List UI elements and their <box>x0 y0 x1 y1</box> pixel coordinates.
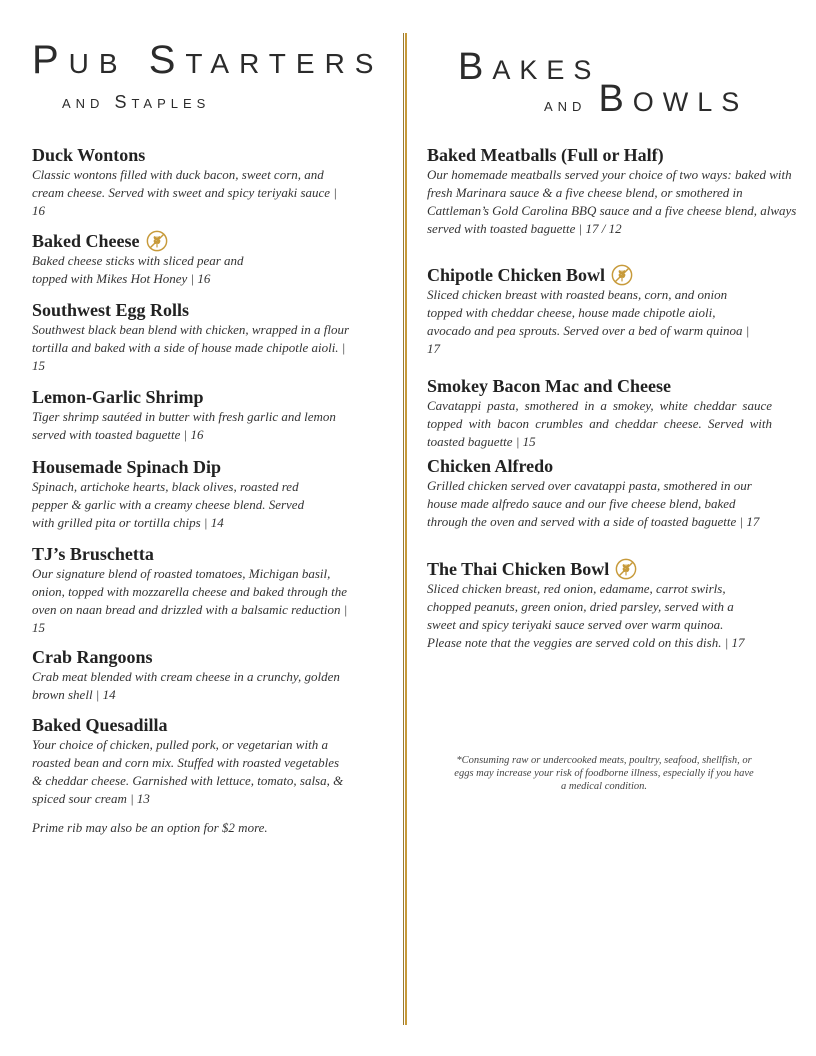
menu-item <box>32 299 357 375</box>
menu-item <box>32 646 347 704</box>
gluten-free-icon <box>611 264 633 286</box>
menu-item <box>32 386 347 444</box>
menu-item-description: Classic wontons filled with duck bacon, sweet corn, and cream cheese. Served with sweet and spicy teriyaki sauce | 16 <box>32 167 337 218</box>
menu-item-description: Cavatappi pasta, smothered in a smokey, white cheddar sauce topped with bacon crumbles and cheddar cheese. Served with toasted baguette | 15 <box>427 398 772 449</box>
prime-rib-note: Prime rib may also be an option for $2 more. <box>32 820 268 835</box>
right-section-title-line1: Bakes <box>458 46 601 88</box>
gluten-free-icon <box>146 230 168 252</box>
menu-item <box>427 375 772 451</box>
menu-item-name: Housemade Spinach Dip <box>32 457 222 477</box>
menu-item-description: Sliced chicken breast with roasted beans, corn, and onion topped with cheddar cheese, house made chipotle aioli, avocado and pea sprouts. Served over a bed of warm quinoa | 17 <box>427 287 750 356</box>
menu-item-description: Baked cheese sticks with sliced pear and topped with Mikes Hot Honey | 16 <box>32 253 244 286</box>
left-section-title: Pub Starters <box>32 38 384 82</box>
menu-item <box>427 455 772 531</box>
menu-item-name: Baked Meatballs (Full or Half) <box>427 145 664 165</box>
menu-item-description: Our homemade meatballs served your choice of two ways: baked with fresh Marinara sauce & a five cheese blend, or smothered in Cattleman’s Gold Carolina BBQ sauce and a five cheese blend, always served with toasted baguette | 17 / 12 <box>427 167 797 236</box>
menu-item-name: Chicken Alfredo <box>427 456 554 476</box>
menu-item-name: Lemon-Garlic Shrimp <box>32 387 204 407</box>
menu-item <box>32 543 362 637</box>
menu-item <box>32 230 282 288</box>
menu-item-description: Grilled chicken served over cavatappi pasta, smothered in our house made alfredo sauce and our five cheese blend, baked through the oven and served with a side of toasted baguette | 17 <box>427 478 760 529</box>
menu-item-description: Your choice of chicken, pulled pork, or vegetarian with a roasted bean and corn mix. Stuffed with roasted vegetables & cheddar cheese. Garnished with lettuce, tomato, salsa, & spiced sour cream | 13 <box>32 737 344 806</box>
right-section-title-and: and <box>544 95 587 115</box>
menu-item-name: The Thai Chicken Bowl <box>427 558 747 580</box>
menu-item <box>32 714 350 808</box>
food-safety-footnote: *Consuming raw or undercooked meats, poultry, seafood, shellfish, or eggs may increase your risk of foodborne illness, especially if you have a medical condition. <box>454 755 754 792</box>
menu-item-name: Southwest Egg Rolls <box>32 300 190 320</box>
left-section-subtitle: and Staples <box>62 92 211 112</box>
gluten-free-icon <box>615 558 637 580</box>
menu-item <box>427 144 799 238</box>
menu-item-name: Baked Cheese <box>32 230 282 252</box>
menu-item-description: Our signature blend of roasted tomatoes, Michigan basil, onion, topped with mozzarella cheese and baked through the oven on naan bread and drizzled with a balsamic reduction | 15 <box>32 566 348 635</box>
menu-item <box>427 264 762 358</box>
menu-item-name: Crab Rangoons <box>32 647 153 667</box>
menu-item-name: Smokey Bacon Mac and Cheese <box>427 376 671 396</box>
menu-item-name: TJ’s Bruschetta <box>32 544 154 564</box>
menu-item-name: Duck Wontons <box>32 145 146 165</box>
menu-item-name: Chipotle Chicken Bowl <box>427 264 762 286</box>
menu-item-description: Sliced chicken breast, red onion, edamame, carrot swirls, chopped peanuts, green onion, dried parsley, served with a sweet and spicy teriyaki sauce served over warm quinoa. Please note that the veggies are served cold on this dish. | 17 <box>427 581 745 650</box>
menu-item-name: Baked Quesadilla <box>32 715 168 735</box>
right-section-title-bowls: Bowls <box>598 78 749 120</box>
column-divider <box>403 33 408 1025</box>
menu-item-description: Crab meat blended with cream cheese in a crunchy, golden brown shell | 14 <box>32 669 340 702</box>
menu-item-description: Tiger shrimp sautéed in butter with fresh garlic and lemon served with toasted baguette | 16 <box>32 409 336 442</box>
menu-item <box>32 144 342 220</box>
menu-item <box>427 558 747 652</box>
right-section-title-line2 <box>544 80 748 118</box>
menu-item-description: Spinach, artichoke hearts, black olives, roasted red pepper & garlic with a creamy cheese blend. Served with grilled pita or tortilla chips | 14 <box>32 479 305 530</box>
menu-item <box>32 456 327 532</box>
menu-item-description: Southwest black bean blend with chicken, wrapped in a flour tortilla and baked with a side of house made chipotle aioli. | 15 <box>32 322 350 373</box>
